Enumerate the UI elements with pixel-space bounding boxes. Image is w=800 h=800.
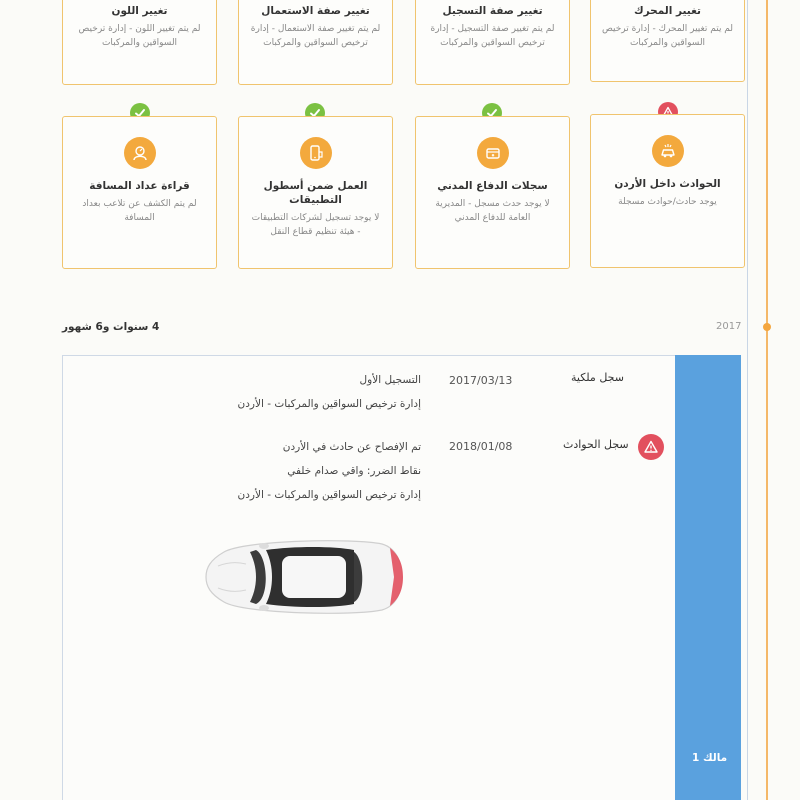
accident-line3: إدارة ترخيص السواقين والمركبات - الأردن xyxy=(237,489,421,501)
card-title: سجلات الدفاع المدني xyxy=(437,180,548,192)
card-color-change xyxy=(62,0,217,85)
card-title: تغيير المحرك xyxy=(634,5,701,17)
card-title: تغيير صفة التسجيل xyxy=(442,5,543,17)
accident-line2: نقاط الضرر: واقي صدام خلفي xyxy=(287,465,421,477)
timeline-dot xyxy=(763,323,771,331)
card-desc: لم يتم تغيير صفة التسجيل - إدارة ترخيص السواقين والمركبات xyxy=(430,24,555,48)
card-title: تغيير اللون xyxy=(111,5,168,17)
timeline-year: 2017 xyxy=(716,321,742,332)
card-accidents-jordan xyxy=(590,114,745,268)
card-title: تغيير صفة الاستعمال xyxy=(261,5,370,17)
card-desc: لا يوجد حدث مسجل - المديرية العامة للدفاع المدني xyxy=(435,199,550,223)
ownership-line2: إدارة ترخيص السواقين والمركبات - الأردن xyxy=(237,398,421,410)
card-desc: لم يتم تغيير المحرك - إدارة ترخيص السواقين والمركبات xyxy=(601,24,734,48)
accident-line1: تم الإفصاح عن حادث في الأردن xyxy=(282,441,421,453)
ownership-date: 2017/03/13 xyxy=(449,374,513,387)
card-title: العمل ضمن أسطول التطبيقات xyxy=(263,180,368,206)
card-title: الحوادث داخل الأردن xyxy=(614,178,721,190)
card-desc: لا يوجد تسجيل لشركات التطبيقات - هيئة تنظيم قطاع النقل xyxy=(251,213,380,237)
card-desc: لم يتم الكشف عن تلاعب بعداد المسافة xyxy=(82,199,197,223)
card-engine-change xyxy=(590,0,745,82)
car-crash-icon xyxy=(652,135,684,167)
phone-app-icon xyxy=(300,137,332,169)
owner-strip xyxy=(675,355,741,800)
accident-alert-icon xyxy=(638,434,664,460)
card-usage-change xyxy=(238,0,393,85)
card-title: قراءة عداد المسافة xyxy=(89,180,190,192)
card-odometer xyxy=(62,116,217,269)
ownership-record-title: سجل ملكية xyxy=(571,371,624,384)
accident-record-title: سجل الحوادث xyxy=(563,438,629,451)
card-desc: لم يتم تغيير اللون - إدارة ترخيص السواقين والمركبات xyxy=(78,24,201,48)
ownership-line1: التسجيل الأول xyxy=(359,374,421,386)
card-civil-defense xyxy=(415,116,570,269)
owner-label: مالك 1 xyxy=(692,752,728,764)
odometer-icon xyxy=(124,137,156,169)
card-registration-change xyxy=(415,0,570,85)
car-damage-diagram xyxy=(204,536,406,618)
fire-truck-icon xyxy=(477,137,509,169)
card-desc: لم يتم تغيير صفة الاستعمال - إدارة ترخيص السواقين والمركبات xyxy=(250,24,381,48)
card-app-fleet xyxy=(238,116,393,269)
divider-line xyxy=(747,0,748,800)
timeline-line xyxy=(766,0,768,800)
accident-date: 2018/01/08 xyxy=(449,440,513,453)
ownership-duration: 4 سنوات و6 شهور xyxy=(62,321,160,333)
card-desc: يوجد حادث/حوادث مسجلة xyxy=(618,197,717,207)
